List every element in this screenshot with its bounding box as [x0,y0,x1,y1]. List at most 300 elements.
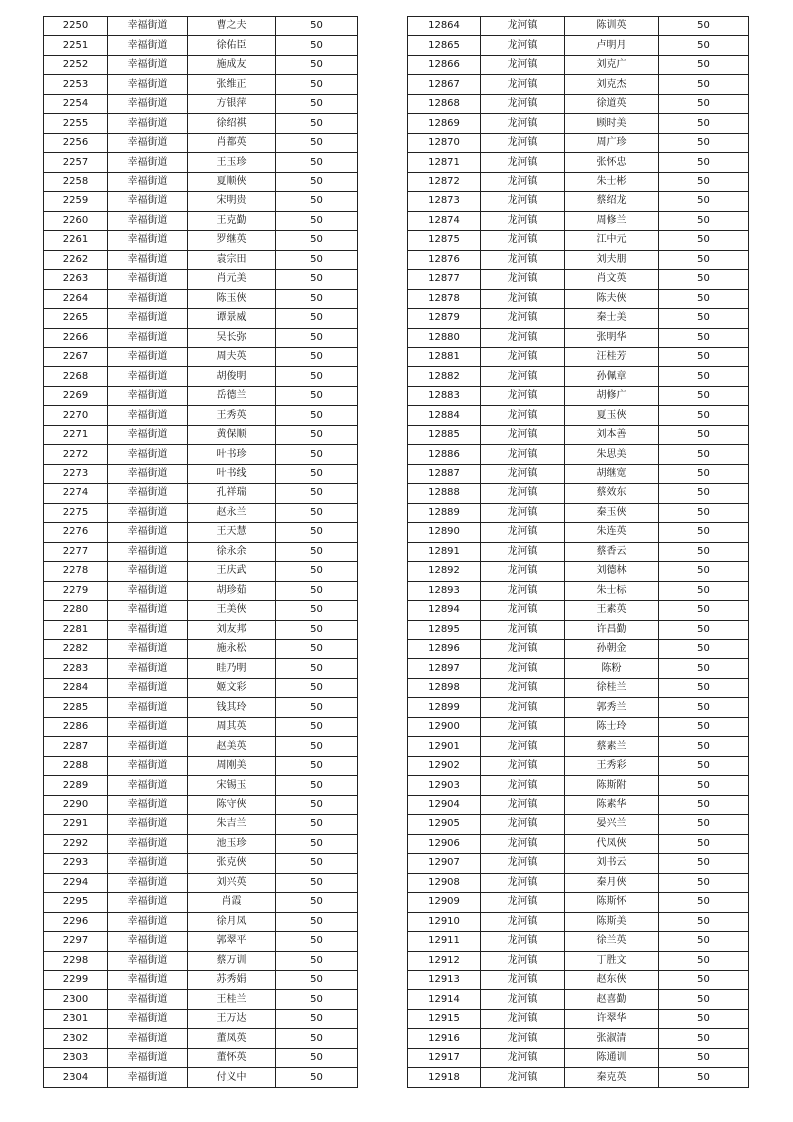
serial-number-cell: 2295 [44,893,108,912]
table-row [408,75,749,94]
name-cell: 刘兴英 [188,873,276,892]
serial-number-cell: 2269 [44,386,108,405]
serial-number-cell: 12873 [408,192,481,211]
amount-cell: 50 [659,406,749,425]
district-cell: 幸福街道 [108,231,188,250]
district-cell: 幸福街道 [108,795,188,814]
name-cell: 岳德兰 [188,386,276,405]
amount-cell: 50 [276,893,358,912]
serial-number-cell: 2302 [44,1029,108,1048]
amount-cell: 50 [659,114,749,133]
table-row [44,192,358,211]
table-row [408,1048,749,1067]
district-cell: 龙河镇 [481,698,565,717]
table-row [408,834,749,853]
name-cell: 赵永兰 [188,503,276,522]
amount-cell: 50 [276,309,358,328]
district-cell: 幸福街道 [108,970,188,989]
serial-number-cell: 12902 [408,756,481,775]
table-row [408,640,749,659]
serial-number-cell: 12916 [408,1029,481,1048]
table-row [408,153,749,172]
amount-cell: 50 [276,581,358,600]
amount-cell: 50 [659,192,749,211]
district-cell: 龙河镇 [481,270,565,289]
serial-number-cell: 12872 [408,172,481,191]
district-cell: 龙河镇 [481,834,565,853]
district-cell: 幸福街道 [108,542,188,561]
amount-cell: 50 [276,153,358,172]
amount-cell: 50 [276,542,358,561]
district-cell: 幸福街道 [108,834,188,853]
name-cell: 叶书珍 [188,445,276,464]
table-row [44,698,358,717]
serial-number-cell: 12871 [408,153,481,172]
table-row [408,678,749,697]
name-cell: 罗继英 [188,231,276,250]
amount-cell: 50 [659,523,749,542]
district-cell: 龙河镇 [481,328,565,347]
district-cell: 龙河镇 [481,192,565,211]
amount-cell: 50 [276,192,358,211]
amount-cell: 50 [276,94,358,113]
name-cell: 苏秀娟 [188,970,276,989]
serial-number-cell: 12889 [408,503,481,522]
name-cell: 宋明贵 [188,192,276,211]
name-cell: 徐月凤 [188,912,276,931]
district-cell: 幸福街道 [108,854,188,873]
district-cell: 龙河镇 [481,1068,565,1087]
table-row [44,289,358,308]
district-cell: 龙河镇 [481,523,565,542]
district-cell: 龙河镇 [481,1009,565,1028]
amount-cell: 50 [276,854,358,873]
table-row [408,698,749,717]
serial-number-cell: 2288 [44,756,108,775]
district-cell: 龙河镇 [481,581,565,600]
serial-number-cell: 12895 [408,620,481,639]
name-cell: 刘本善 [565,425,659,444]
table-row [44,795,358,814]
district-cell: 龙河镇 [481,795,565,814]
name-cell: 王克勤 [188,211,276,230]
serial-number-cell: 12890 [408,523,481,542]
district-cell: 幸福街道 [108,75,188,94]
amount-cell: 50 [659,172,749,191]
amount-cell: 50 [659,36,749,55]
amount-cell: 50 [276,640,358,659]
name-cell: 袁宗田 [188,250,276,269]
amount-cell: 50 [276,932,358,951]
district-cell: 幸福街道 [108,659,188,678]
name-cell: 赵喜勤 [565,990,659,1009]
serial-number-cell: 2268 [44,367,108,386]
serial-number-cell: 2283 [44,659,108,678]
serial-number-cell: 12907 [408,854,481,873]
table-row [408,542,749,561]
left-roster-body [44,17,358,1088]
serial-number-cell: 2293 [44,854,108,873]
name-cell: 徐道英 [565,94,659,113]
table-row [44,523,358,542]
district-cell: 龙河镇 [481,951,565,970]
table-row [44,94,358,113]
table-row [408,328,749,347]
name-cell: 蔡素兰 [565,737,659,756]
amount-cell: 50 [276,289,358,308]
serial-number-cell: 2298 [44,951,108,970]
amount-cell: 50 [659,94,749,113]
serial-number-cell: 2259 [44,192,108,211]
amount-cell: 50 [659,970,749,989]
name-cell: 张怀忠 [565,153,659,172]
serial-number-cell: 12915 [408,1009,481,1028]
serial-number-cell: 12884 [408,406,481,425]
serial-number-cell: 2262 [44,250,108,269]
serial-number-cell: 12885 [408,425,481,444]
amount-cell: 50 [659,640,749,659]
district-cell: 龙河镇 [481,562,565,581]
amount-cell: 50 [659,893,749,912]
amount-cell: 50 [659,309,749,328]
district-cell: 龙河镇 [481,1048,565,1067]
amount-cell: 50 [276,36,358,55]
district-cell: 幸福街道 [108,503,188,522]
amount-cell: 50 [276,795,358,814]
amount-cell: 50 [276,172,358,191]
table-row [44,172,358,191]
table-row [408,406,749,425]
table-row [44,250,358,269]
district-cell: 龙河镇 [481,932,565,951]
name-cell: 胡继宽 [565,464,659,483]
table-row [408,601,749,620]
name-cell: 付义中 [188,1068,276,1087]
table-row [408,523,749,542]
district-cell: 龙河镇 [481,36,565,55]
amount-cell: 50 [276,601,358,620]
name-cell: 张明华 [565,328,659,347]
serial-number-cell: 12875 [408,231,481,250]
name-cell: 王庆武 [188,562,276,581]
table-row [408,1029,749,1048]
name-cell: 姬文彩 [188,678,276,697]
serial-number-cell: 12893 [408,581,481,600]
table-row [408,133,749,152]
serial-number-cell: 2266 [44,328,108,347]
table-row [44,231,358,250]
amount-cell: 50 [276,386,358,405]
serial-number-cell: 2257 [44,153,108,172]
amount-cell: 50 [276,406,358,425]
amount-cell: 50 [276,815,358,834]
district-cell: 幸福街道 [108,776,188,795]
amount-cell: 50 [659,756,749,775]
amount-cell: 50 [276,75,358,94]
table-row [44,386,358,405]
amount-cell: 50 [659,873,749,892]
serial-number-cell: 12874 [408,211,481,230]
serial-number-cell: 12911 [408,932,481,951]
table-row [408,386,749,405]
amount-cell: 50 [276,1048,358,1067]
table-row [44,153,358,172]
name-cell: 肖都英 [188,133,276,152]
right-roster-table [407,16,749,1088]
serial-number-cell: 12882 [408,367,481,386]
district-cell: 幸福街道 [108,815,188,834]
table-row [408,893,749,912]
name-cell: 秦玉俠 [565,503,659,522]
table-row [408,932,749,951]
serial-number-cell: 2285 [44,698,108,717]
serial-number-cell: 12888 [408,484,481,503]
district-cell: 幸福街道 [108,250,188,269]
serial-number-cell: 2292 [44,834,108,853]
serial-number-cell: 12880 [408,328,481,347]
amount-cell: 50 [659,17,749,36]
district-cell: 龙河镇 [481,873,565,892]
table-row [44,211,358,230]
serial-number-cell: 12918 [408,1068,481,1087]
amount-cell: 50 [276,1009,358,1028]
table-row [44,1009,358,1028]
district-cell: 幸福街道 [108,270,188,289]
serial-number-cell: 2252 [44,55,108,74]
table-row [44,990,358,1009]
district-cell: 龙河镇 [481,464,565,483]
name-cell: 徐桂兰 [565,678,659,697]
district-cell: 幸福街道 [108,640,188,659]
district-cell: 龙河镇 [481,854,565,873]
serial-number-cell: 12865 [408,36,481,55]
serial-number-cell: 2277 [44,542,108,561]
name-cell: 陈素华 [565,795,659,814]
district-cell: 幸福街道 [108,620,188,639]
district-cell: 龙河镇 [481,425,565,444]
serial-number-cell: 2282 [44,640,108,659]
amount-cell: 50 [276,678,358,697]
name-cell: 陈通训 [565,1048,659,1067]
table-row [44,542,358,561]
district-cell: 幸福街道 [108,36,188,55]
name-cell: 代凤俠 [565,834,659,853]
name-cell: 刘书云 [565,854,659,873]
name-cell: 施永松 [188,640,276,659]
table-row [408,776,749,795]
district-cell: 龙河镇 [481,659,565,678]
table-row [44,659,358,678]
amount-cell: 50 [276,951,358,970]
name-cell: 张淑清 [565,1029,659,1048]
amount-cell: 50 [659,367,749,386]
district-cell: 幸福街道 [108,309,188,328]
district-cell: 幸福街道 [108,484,188,503]
name-cell: 方银萍 [188,94,276,113]
serial-number-cell: 12901 [408,737,481,756]
amount-cell: 50 [659,717,749,736]
district-cell: 幸福街道 [108,133,188,152]
amount-cell: 50 [659,55,749,74]
district-cell: 幸福街道 [108,717,188,736]
table-row [44,36,358,55]
table-row [44,640,358,659]
name-cell: 丁胜文 [565,951,659,970]
name-cell: 叶书线 [188,464,276,483]
table-row [44,601,358,620]
serial-number-cell: 2264 [44,289,108,308]
name-cell: 徐兰英 [565,932,659,951]
amount-cell: 50 [276,211,358,230]
name-cell: 孙朝金 [565,640,659,659]
district-cell: 幸福街道 [108,1009,188,1028]
amount-cell: 50 [659,386,749,405]
district-cell: 幸福街道 [108,990,188,1009]
serial-number-cell: 2300 [44,990,108,1009]
name-cell: 朱士标 [565,581,659,600]
serial-number-cell: 2263 [44,270,108,289]
amount-cell: 50 [659,445,749,464]
amount-cell: 50 [659,815,749,834]
name-cell: 朱连英 [565,523,659,542]
serial-number-cell: 12898 [408,678,481,697]
serial-number-cell: 12899 [408,698,481,717]
name-cell: 肖霞 [188,893,276,912]
table-row [408,55,749,74]
name-cell: 钱其玲 [188,698,276,717]
district-cell: 幸福街道 [108,756,188,775]
name-cell: 徐佑臣 [188,36,276,55]
amount-cell: 50 [276,231,358,250]
serial-number-cell: 12894 [408,601,481,620]
serial-number-cell: 12909 [408,893,481,912]
serial-number-cell: 2290 [44,795,108,814]
table-row [408,347,749,366]
serial-number-cell: 12866 [408,55,481,74]
name-cell: 王玉珍 [188,153,276,172]
district-cell: 龙河镇 [481,640,565,659]
serial-number-cell: 12868 [408,94,481,113]
table-row [408,250,749,269]
serial-number-cell: 12892 [408,562,481,581]
amount-cell: 50 [659,289,749,308]
amount-cell: 50 [659,620,749,639]
district-cell: 龙河镇 [481,445,565,464]
serial-number-cell: 12913 [408,970,481,989]
district-cell: 龙河镇 [481,55,565,74]
amount-cell: 50 [659,231,749,250]
district-cell: 幸福街道 [108,114,188,133]
amount-cell: 50 [276,970,358,989]
district-cell: 龙河镇 [481,114,565,133]
amount-cell: 50 [276,873,358,892]
table-row [44,464,358,483]
table-row [44,893,358,912]
table-row [44,425,358,444]
serial-number-cell: 12905 [408,815,481,834]
serial-number-cell: 2256 [44,133,108,152]
serial-number-cell: 2260 [44,211,108,230]
serial-number-cell: 2250 [44,17,108,36]
table-row [408,425,749,444]
name-cell: 陈训英 [565,17,659,36]
name-cell: 王天慧 [188,523,276,542]
name-cell: 周夫英 [188,347,276,366]
amount-cell: 50 [276,620,358,639]
name-cell: 王万达 [188,1009,276,1028]
amount-cell: 50 [659,1029,749,1048]
amount-cell: 50 [659,659,749,678]
amount-cell: 50 [659,698,749,717]
name-cell: 王美俠 [188,601,276,620]
name-cell: 晏兴兰 [565,815,659,834]
serial-number-cell: 12912 [408,951,481,970]
district-cell: 幸福街道 [108,406,188,425]
serial-number-cell: 2273 [44,464,108,483]
amount-cell: 50 [659,503,749,522]
district-cell: 龙河镇 [481,893,565,912]
amount-cell: 50 [276,55,358,74]
name-cell: 郭翠平 [188,932,276,951]
table-row [408,192,749,211]
district-cell: 龙河镇 [481,406,565,425]
table-row [408,1009,749,1028]
table-row [408,309,749,328]
district-cell: 幸福街道 [108,464,188,483]
district-cell: 幸福街道 [108,55,188,74]
table-row [408,951,749,970]
table-row [44,328,358,347]
serial-number-cell: 12870 [408,133,481,152]
name-cell: 刘友邦 [188,620,276,639]
district-cell: 幸福街道 [108,192,188,211]
right-roster-body [408,17,749,1088]
serial-number-cell: 2289 [44,776,108,795]
serial-number-cell: 12864 [408,17,481,36]
serial-number-cell: 2280 [44,601,108,620]
serial-number-cell: 2278 [44,562,108,581]
table-row [408,172,749,191]
name-cell: 赵东俠 [565,970,659,989]
name-cell: 胡俊明 [188,367,276,386]
amount-cell: 50 [276,367,358,386]
serial-number-cell: 2301 [44,1009,108,1028]
serial-number-cell: 12876 [408,250,481,269]
table-row [408,717,749,736]
table-row [44,854,358,873]
district-cell: 龙河镇 [481,1029,565,1048]
serial-number-cell: 12879 [408,309,481,328]
serial-number-cell: 2272 [44,445,108,464]
serial-number-cell: 2286 [44,717,108,736]
amount-cell: 50 [659,581,749,600]
table-row [408,659,749,678]
name-cell: 陈斯怀 [565,893,659,912]
serial-number-cell: 12886 [408,445,481,464]
serial-number-cell: 2281 [44,620,108,639]
serial-number-cell: 2291 [44,815,108,834]
serial-number-cell: 12904 [408,795,481,814]
name-cell: 肖文英 [565,270,659,289]
name-cell: 池玉珍 [188,834,276,853]
table-row [44,503,358,522]
name-cell: 朱吉兰 [188,815,276,834]
district-cell: 龙河镇 [481,309,565,328]
serial-number-cell: 2270 [44,406,108,425]
table-row [408,562,749,581]
amount-cell: 50 [659,854,749,873]
district-cell: 龙河镇 [481,75,565,94]
